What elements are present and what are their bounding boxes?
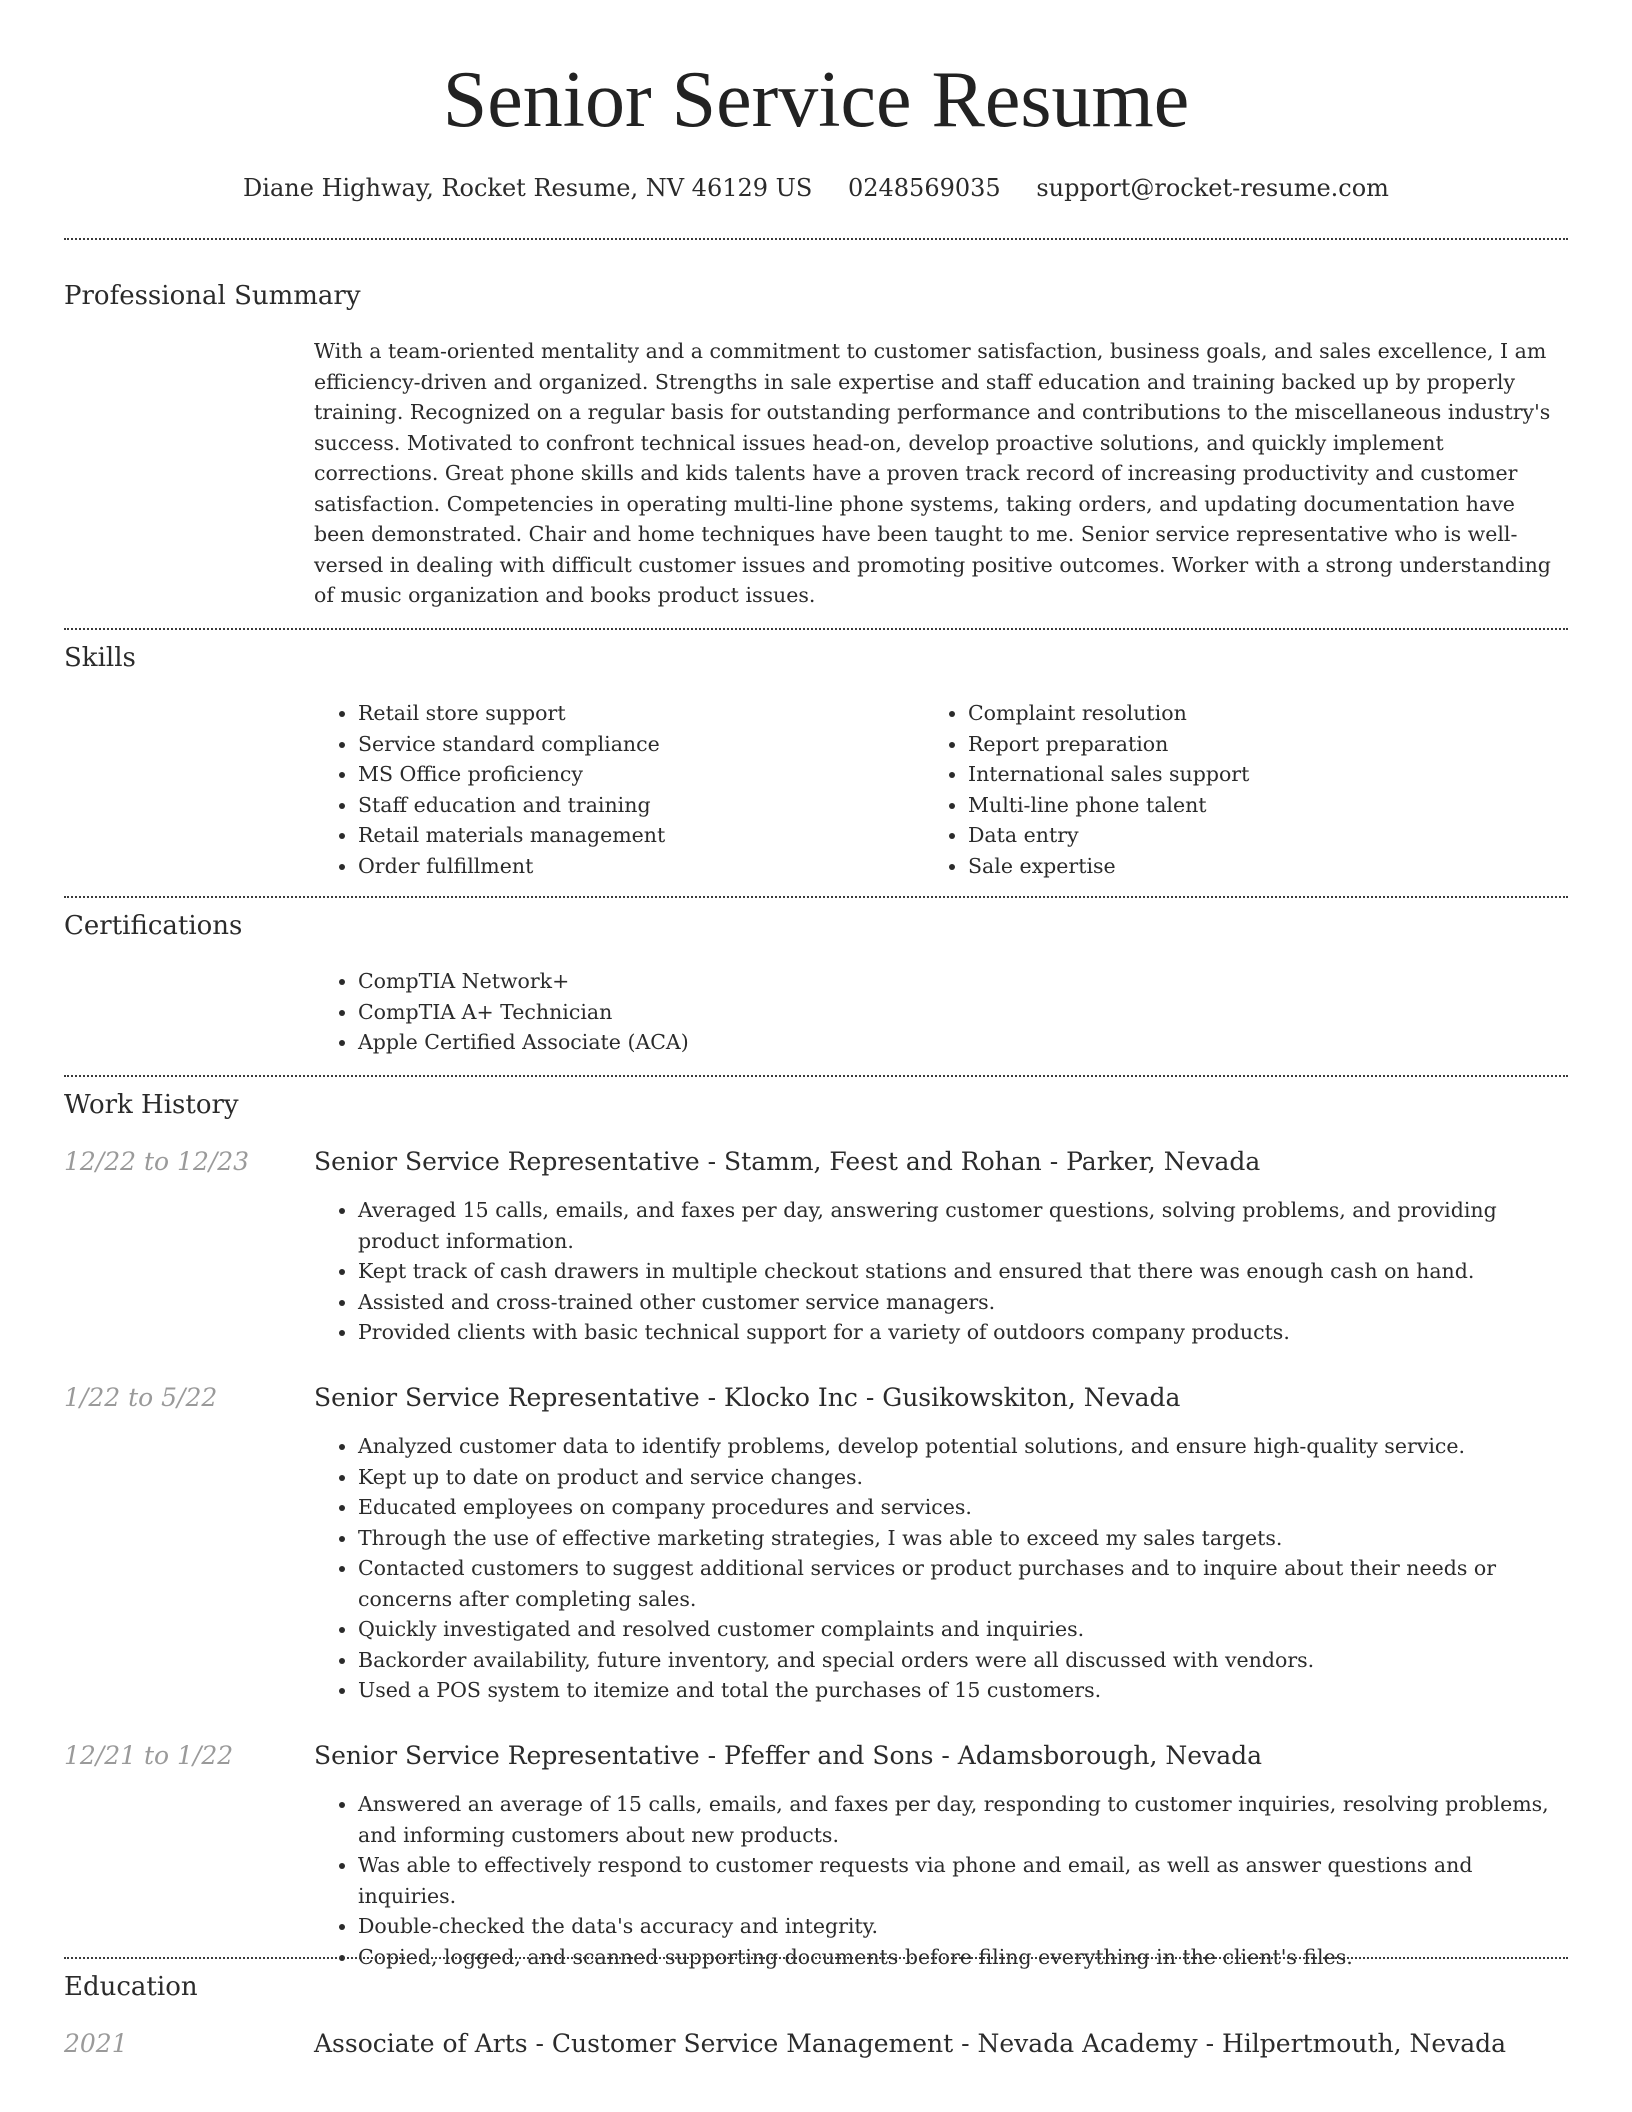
job-bullet: • Backorder availability, future inventory, and special orders were all discussed with vendors. — [358, 1645, 1564, 1676]
skill-item: • International sales support — [968, 759, 1504, 790]
job-bullet: • Kept track of cash drawers in multiple checkout stations and ensured that there was enough cash on hand. — [358, 1256, 1564, 1287]
skill-item: • MS Office proficiency — [358, 759, 894, 790]
section-divider — [64, 238, 1568, 240]
job-dates: 12/21 to 1/22 — [64, 1741, 234, 1770]
education-degree: Associate of Arts - Customer Service Management - Nevada Academy - Hilpertmouth, Nevada — [314, 2029, 1507, 2058]
skill-item: • Report preparation — [968, 729, 1504, 760]
certifications-heading: Certifications — [64, 911, 243, 941]
education-year: 2021 — [64, 2029, 128, 2058]
job-dates: 1/22 to 5/22 — [64, 1383, 218, 1412]
skill-item: • Staff education and training — [358, 790, 894, 821]
job-bullet: • Provided clients with basic technical support for a variety of outdoors company products. — [358, 1317, 1564, 1348]
section-divider — [64, 628, 1568, 630]
job-bullet: • Contacted customers to suggest additional services or product purchases and to inquire about their needs or concerns after completing sales. — [358, 1553, 1564, 1614]
section-divider — [64, 896, 1568, 898]
section-divider — [64, 1075, 1568, 1077]
phone: 0248569035 — [847, 174, 1001, 202]
job-bullet: • Educated employees on company procedures and services. — [358, 1492, 1564, 1523]
job-bullet: • Averaged 15 calls, emails, and faxes per day, answering customer questions, solving problems, and providing product information. — [358, 1195, 1564, 1256]
contact-line — [0, 172, 1632, 204]
job-title: Senior Service Representative - Pfeffer and Sons - Adamsborough, Nevada — [314, 1741, 1263, 1770]
skill-item: • Multi-line phone talent — [968, 790, 1504, 821]
job-bullet: • Was able to effectively respond to customer requests via phone and email, as well as answer questions and inquiries. — [358, 1850, 1564, 1911]
job-bullet: • Through the use of effective marketing strategies, I was able to exceed my sales targets. — [358, 1523, 1564, 1554]
job-bullet: • Double-checked the data's accuracy and integrity. — [358, 1911, 1564, 1942]
education-heading: Education — [64, 1972, 198, 2002]
summary-text: With a team-oriented mentality and a commitment to customer satisfaction, business goals, and sales excellence, I am efficiency-driven and organized. Strengths in sale expertise and staff education and training backed up by properly training. Recognized on a regular basis for outstanding performance and contributions to the miscellaneous industry's success. Motivated to confront technical issues head-on, develop proactive solutions, and quickly implement corrections. Great phone skills and kids talents have a proven track record of increasing productivity and customer satisfaction. Competencies in operating multi-line phone systems, taking orders, and updating documentation have been demonstrated. Chair and home techniques have been taught to me. Senior service representative who is well-versed in dealing with difficult customer issues and promoting positive outcomes. Worker with a strong understanding of music organization and books product issues. — [314, 339, 1551, 607]
job-bullet: • Analyzed customer data to identify problems, develop potential solutions, and ensure high-quality service. — [358, 1431, 1564, 1462]
job-bullet: • Copied, logged, and scanned supporting documents before filing everything in the client's files. — [358, 1942, 1564, 1973]
email: support@rocket-resume.com — [1036, 174, 1389, 202]
job-bullets — [314, 1789, 1564, 1972]
skills-column-left — [314, 698, 894, 881]
job-title: Senior Service Representative - Stamm, Feest and Rohan - Parker, Nevada — [314, 1147, 1261, 1176]
certifications-list — [314, 966, 1114, 1058]
resume-title: Senior Service Resume — [442, 56, 1190, 144]
job-bullet: • Used a POS system to itemize and total the purchases of 15 customers. — [358, 1675, 1564, 1706]
job-bullet: • Answered an average of 15 calls, emails, and faxes per day, responding to customer inquiries, resolving problems, and informing customers about new products. — [358, 1789, 1564, 1850]
skill-item: • Order fulfillment — [358, 851, 894, 882]
job-title: Senior Service Representative - Klocko Inc - Gusikowskiton, Nevada — [314, 1383, 1181, 1412]
skill-item: • Sale expertise — [968, 851, 1504, 882]
job-dates: 12/22 to 12/23 — [64, 1147, 250, 1176]
skills-column-right — [924, 698, 1504, 881]
skill-item: • Service standard compliance — [358, 729, 894, 760]
skills-heading: Skills — [64, 643, 136, 673]
address: Diane Highway, Rocket Resume, NV 46129 US — [243, 174, 813, 202]
section-divider — [64, 1957, 1568, 1959]
skill-item: • Complaint resolution — [968, 698, 1504, 729]
job-bullet: • Quickly investigated and resolved customer complaints and inquiries. — [358, 1614, 1564, 1645]
work-history-heading: Work History — [64, 1090, 239, 1120]
certification-item: • CompTIA A+ Technician — [358, 997, 1114, 1028]
skill-item: • Data entry — [968, 820, 1504, 851]
summary-heading: Professional Summary — [64, 281, 361, 311]
skill-item: • Retail store support — [358, 698, 894, 729]
job-bullets — [314, 1195, 1564, 1348]
job-bullets — [314, 1431, 1564, 1706]
certification-item: • CompTIA Network+ — [358, 966, 1114, 997]
certification-item: • Apple Certified Associate (ACA) — [358, 1027, 1114, 1058]
job-bullet: • Kept up to date on product and service changes. — [358, 1462, 1564, 1493]
skill-item: • Retail materials management — [358, 820, 894, 851]
job-bullet: • Assisted and cross-trained other customer service managers. — [358, 1287, 1564, 1318]
